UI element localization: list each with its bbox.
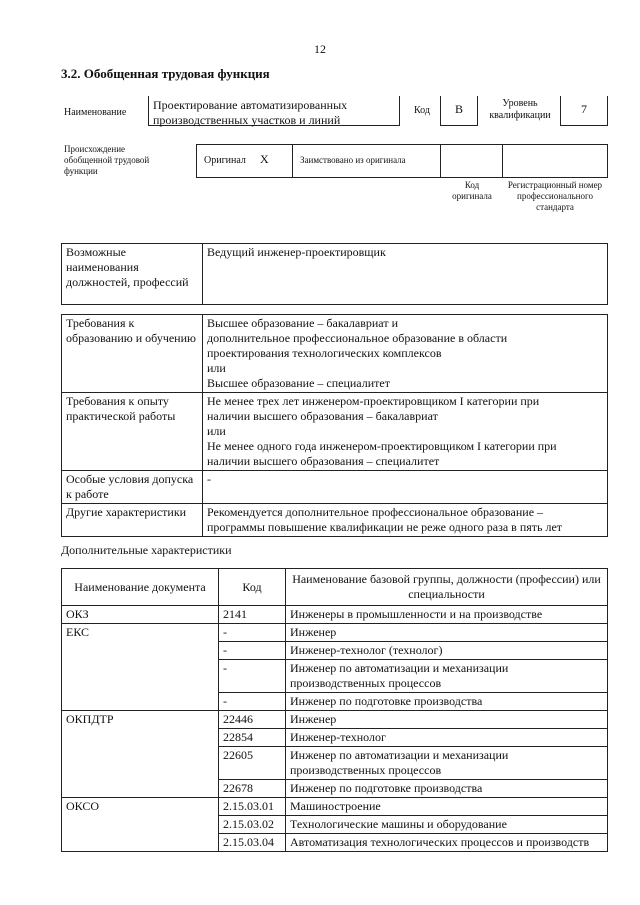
requirement-line: дополнительное профессиональное образование в области <box>207 331 508 345</box>
code-cell: - <box>219 642 286 660</box>
requirement-line: или <box>207 361 226 375</box>
requirement-row <box>62 471 608 504</box>
section-title: 3.2. Обобщенная трудовая функция <box>61 66 270 81</box>
name-cell: Инженер по автоматизации и механизации производственных процессов <box>286 660 608 693</box>
table-row <box>62 606 608 624</box>
name-cell: Инженер по подготовке производства <box>286 693 608 711</box>
name-cell: Инженер-технолог <box>286 729 608 747</box>
header-code: Код <box>219 569 286 606</box>
requirement-row <box>62 504 608 537</box>
divider <box>292 145 293 177</box>
requirement-value <box>203 315 608 393</box>
requirement-line: Рекомендуется дополнительное профессиональное образование – <box>207 505 544 519</box>
function-name-value: Проектирование автоматизированных производственных участков и линий <box>148 96 400 126</box>
requirement-label: Требования к образованию и обучению <box>62 315 203 393</box>
doc-cell: ОКСО <box>62 798 219 852</box>
name-cell: Автоматизация технологических процессов и производств <box>286 834 608 852</box>
table-header-row <box>62 569 608 606</box>
requirement-line: - <box>207 472 211 486</box>
requirement-line: наличии высшего образования – специалитет <box>207 454 440 468</box>
level-value: 7 <box>560 96 608 126</box>
level-label: Уровень квалификации <box>489 98 551 121</box>
code-cell: 22446 <box>219 711 286 729</box>
code-cell: - <box>219 660 286 693</box>
header-name: Наименование базовой группы, должности (профессии) или специальности <box>286 569 608 606</box>
requirement-line: Высшее образование – специалитет <box>207 376 390 390</box>
requirement-value <box>203 393 608 471</box>
code-cell: - <box>219 624 286 642</box>
code-original-caption: Код оригинала <box>452 180 492 201</box>
code-cell: 22854 <box>219 729 286 747</box>
name-cell: Машиностроение <box>286 798 608 816</box>
code-cell: 2141 <box>219 606 286 624</box>
doc-cell: ОКЗ <box>62 606 219 624</box>
requirement-value <box>203 504 608 537</box>
code-label: Код <box>414 105 430 116</box>
requirement-line: программы повышение квалификации не реже одного раза в пять лет <box>207 520 563 534</box>
reg-number-caption: Регистрационный номер профессионального стандарта <box>507 180 603 212</box>
requirement-line: Не менее трех лет инженером-проектировщиком I категории при <box>207 394 540 408</box>
divider <box>502 145 503 177</box>
divider <box>196 145 197 177</box>
doc-cell: ОКПДТР <box>62 711 219 798</box>
requirement-label: Другие характеристики <box>62 504 203 537</box>
code-cell: 2.15.03.04 <box>219 834 286 852</box>
origin-label: Происхождение обобщенной трудовой функции <box>64 144 150 176</box>
header-doc: Наименование документа <box>62 569 219 606</box>
name-cell: Инженер по подготовке производства <box>286 780 608 798</box>
requirement-line: Не менее одного года инженером-проектировщиком I категории при <box>207 439 557 453</box>
requirement-line: наличии высшего образования – бакалавриат <box>207 409 438 423</box>
name-label: Наименование <box>64 107 127 118</box>
positions-table <box>61 243 608 305</box>
table-row <box>62 711 608 729</box>
positions-value: Ведущий инженер-проектировщик <box>203 244 608 305</box>
requirement-label: Особые условия допуска к работе <box>62 471 203 504</box>
doc-cell: ЕКС <box>62 624 219 711</box>
code-cell: - <box>219 693 286 711</box>
code-cell: 22605 <box>219 747 286 780</box>
borrowed-label: Заимствовано из оригинала <box>300 155 406 165</box>
requirement-line: или <box>207 424 226 438</box>
requirement-line: проектирования технологических комплексов <box>207 346 442 360</box>
name-cell: Инженеры в промышленности и на производстве <box>286 606 608 624</box>
code-cell: 2.15.03.01 <box>219 798 286 816</box>
additional-title: Дополнительные характеристики <box>61 543 232 557</box>
additional-table <box>61 568 608 852</box>
name-cell: Инженер <box>286 624 608 642</box>
name-cell: Технологические машины и оборудование <box>286 816 608 834</box>
positions-label: Возможные наименования должностей, профессий <box>62 244 203 305</box>
table-row <box>62 624 608 642</box>
requirement-value <box>203 471 608 504</box>
function-code-value: B <box>440 96 478 126</box>
requirement-line: Высшее образование – бакалавриат и <box>207 316 398 330</box>
original-mark: X <box>260 152 269 166</box>
requirement-row <box>62 315 608 393</box>
code-cell: 22678 <box>219 780 286 798</box>
requirement-label: Требования к опыту практической работы <box>62 393 203 471</box>
name-cell: Инженер-технолог (технолог) <box>286 642 608 660</box>
requirement-row <box>62 393 608 471</box>
table-row <box>62 798 608 816</box>
requirements-table <box>61 314 608 537</box>
name-cell: Инженер по автоматизации и механизации производственных процессов <box>286 747 608 780</box>
divider <box>440 145 441 177</box>
divider <box>607 145 608 177</box>
page-number: 12 <box>314 42 326 56</box>
original-label: Оригинал <box>204 155 246 166</box>
code-cell: 2.15.03.02 <box>219 816 286 834</box>
name-cell: Инженер <box>286 711 608 729</box>
